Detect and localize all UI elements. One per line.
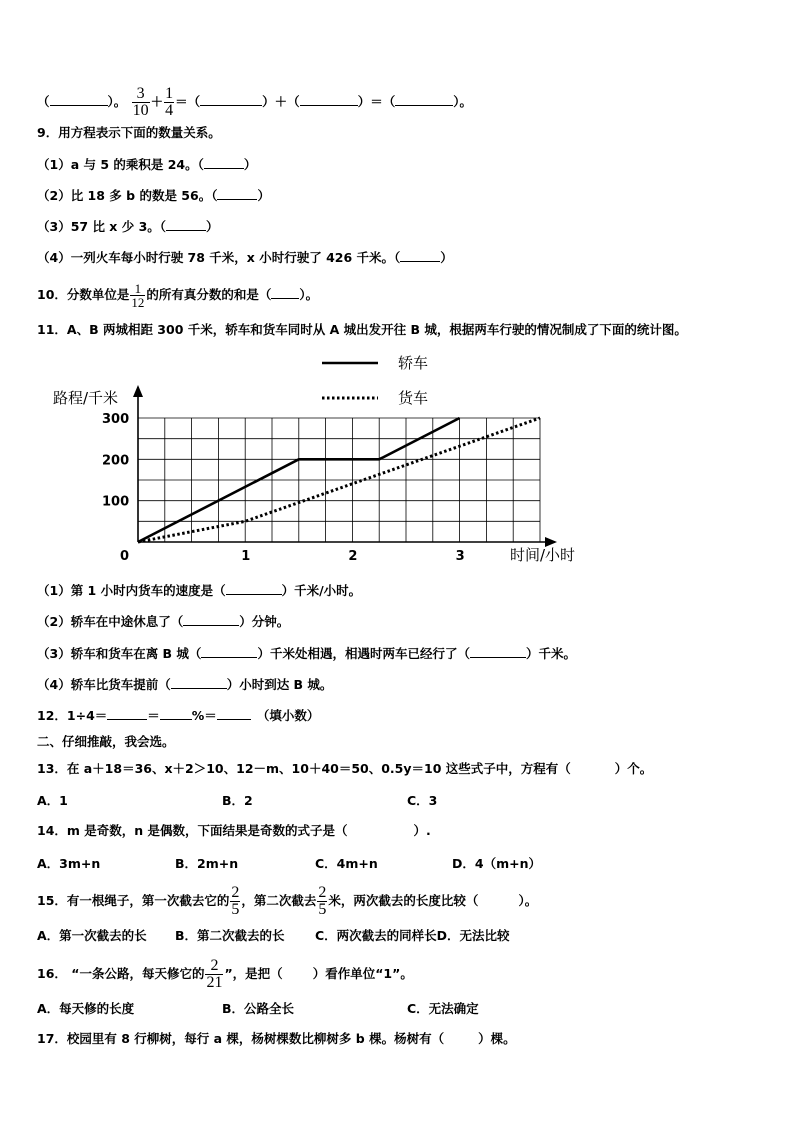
q11-item-2 (37, 613, 289, 631)
x-tick-label: 1 (241, 549, 251, 564)
q8-end: ）。 (453, 94, 472, 109)
x-tick-label: 0 (120, 549, 130, 564)
q11-item-post: ）分钟。 (239, 614, 290, 629)
q13-option-c[interactable]: C．3 (407, 793, 438, 808)
q15-post: 米，两次截去的长度比较（ (328, 893, 479, 908)
q8-tail (37, 86, 472, 119)
q10-post: 的所有真分数的和是（ (146, 287, 272, 302)
q17-end: ）棵。 (478, 1031, 516, 1046)
answer-blank[interactable] (226, 582, 282, 595)
q14-end: ）. (413, 823, 431, 838)
q9-item-4 (37, 249, 453, 267)
q14-option-c[interactable]: C．4m+n (315, 856, 378, 871)
q11-item-1 (37, 582, 361, 600)
q9-item-3 (37, 218, 219, 236)
q8-mid2: ）＝（ (357, 94, 396, 109)
chart-axes (133, 385, 557, 547)
q13-title: 13．在 a＋18＝36、x＋2＞10、12－m、10＋40＝50、0.5y＝10 这些式子中，方程有（ (37, 761, 571, 776)
chart-legend (322, 354, 428, 407)
q13 (37, 760, 652, 778)
q13-end: ）个。 (614, 761, 653, 776)
answer-blank[interactable] (395, 93, 453, 106)
q9-title: 9．用方程表示下面的数量关系。 (37, 125, 221, 140)
q11-title: 11．A、B 两城相距 300 千米，轿车和货车同时从 A 城出发开往 B 城，根据两车行驶的情况制成了下面的统计图。 (37, 322, 687, 337)
q15 (37, 885, 537, 918)
q16-pre: 16． “一条公路，每天修它的 (37, 966, 205, 981)
legend-label-货车: 货车 (398, 389, 429, 407)
q11-item-mid: ）千米处相遇，相遇时两车已经行了（ (257, 646, 470, 661)
chart-grid (138, 418, 540, 542)
answer-blank[interactable] (200, 93, 262, 106)
q16 (37, 958, 413, 991)
answer-blank[interactable] (470, 645, 526, 658)
x-tick-label: 2 (348, 549, 358, 564)
q8-open: （ (37, 94, 50, 109)
section-heading: 二、仔细推敲，我会选。 (37, 734, 175, 749)
q9-close: ） (440, 250, 453, 265)
q14-option-d[interactable]: D．4（m+n） (452, 856, 541, 871)
q8-mid: ）＋（ (262, 94, 300, 109)
q10-pre: 10．分数单位是 (37, 287, 130, 302)
q9-item-text: （2）比 18 多 b 的数是 56。（ (37, 188, 218, 203)
q15-mid: ，第二次截去 (241, 893, 317, 908)
fraction-3-10: $\frac{3}{10}$ (132, 85, 149, 119)
q14-option-b[interactable]: B．2m+n (175, 856, 239, 871)
q12 (37, 707, 319, 725)
q14 (37, 822, 431, 840)
answer-blank[interactable] (183, 613, 239, 626)
q9-item-text: （1）a 与 5 的乘积是 24。（ (37, 157, 204, 172)
answer-blank[interactable] (160, 707, 192, 720)
q11-item-pre: （2）轿车在中途休息了（ (37, 614, 184, 629)
q14-option-a[interactable]: A．3m+n (37, 856, 101, 871)
q13-option-a[interactable]: A．1 (37, 793, 68, 808)
fraction-1-12: $\frac{1}{12}$ (131, 281, 145, 310)
y-tick-label: 300 (102, 412, 130, 427)
q12-text: 12．1÷4＝ (37, 708, 108, 723)
q9-close: ） (243, 157, 257, 172)
q9-close: ） (206, 219, 219, 234)
fraction-1-4: $\frac{1}{4}$ (165, 85, 174, 119)
plus-sign: ＋ (150, 94, 164, 109)
q17 (37, 1030, 516, 1048)
q15-end: ）。 (518, 893, 538, 908)
q11-item-3 (37, 645, 576, 663)
x-tick-label: 3 (455, 549, 465, 564)
q9-item-2 (37, 187, 270, 205)
q15-pre: 15．有一根绳子，第一次截去它的 (37, 893, 230, 908)
distance-time-chart (0, 345, 794, 575)
q8-eq: ＝（ (175, 94, 201, 109)
q12-note: （填小数） (256, 708, 320, 723)
fraction-2-5: $\frac{2}{5}$ (318, 884, 327, 918)
y-axis-arrow (133, 385, 143, 397)
q15-option-b[interactable]: B．第二次截去的长 (175, 928, 285, 943)
answer-blank[interactable] (166, 218, 206, 231)
y-tick-label: 200 (102, 453, 130, 469)
q12-pct: %＝ (191, 708, 217, 723)
q16-post: ”，是把（ (224, 966, 283, 981)
q12-eq: ＝ (147, 708, 160, 723)
q11-item-4 (37, 676, 332, 694)
fraction-2-21: $\frac{2}{21}$ (206, 957, 223, 991)
q14-title: 14．m 是奇数，n 是偶数，下面结果是奇数的式子是（ (37, 823, 348, 838)
q9-item-1 (37, 156, 256, 174)
fraction-2-5: $\frac{2}{5}$ (231, 884, 240, 918)
answer-blank[interactable] (271, 286, 299, 299)
q15-option-a[interactable]: A．第一次截去的长 (37, 928, 147, 943)
q11-item-post: ）千米。 (525, 646, 576, 661)
q10 (37, 282, 318, 309)
answer-blank[interactable] (217, 187, 257, 200)
answer-blank[interactable] (171, 676, 227, 689)
q8-close: ）。 (107, 94, 127, 109)
answer-blank[interactable] (107, 707, 147, 720)
q11-item-post: ）千米/小时。 (281, 583, 362, 598)
legend-label-轿车: 轿车 (398, 354, 429, 372)
answer-blank[interactable] (201, 645, 257, 658)
q11-item-pre: （4）轿车比货车提前（ (37, 677, 171, 692)
q9-close: ） (257, 188, 270, 203)
y-axis-label: 路程/千米 (53, 389, 119, 407)
q16-option-c[interactable]: C．无法确定 (407, 1001, 479, 1016)
q11-item-pre: （1）第 1 小时内货车的速度是（ (37, 583, 226, 598)
q16-end: ）看作单位“1”。 (312, 966, 413, 981)
answer-blank[interactable] (50, 93, 108, 106)
answer-blank[interactable] (400, 249, 440, 262)
q16-option-b[interactable]: B．公路全长 (222, 1001, 295, 1016)
answer-blank[interactable] (217, 707, 251, 720)
answer-blank[interactable] (300, 93, 358, 106)
q17-text: 17．校园里有 8 行柳树，每行 a 棵，杨树棵数比柳树多 b 棵。杨树有（ (37, 1031, 445, 1046)
q9-item-text: （4）一列火车每小时行驶 78 千米，x 小时行驶了 426 千米。（ (37, 250, 401, 265)
q10-end: ）。 (299, 287, 319, 302)
x-axis-label: 时间/小时 (510, 546, 576, 564)
q16-option-a[interactable]: A．每天修的长度 (37, 1001, 135, 1016)
y-tick-label: 100 (102, 494, 130, 510)
q11-item-post: ）小时到达 B 城。 (226, 677, 333, 692)
q15-option-c[interactable]: C．两次截去的同样长D．无法比较 (315, 928, 510, 943)
q11-item-pre: （3）轿车和货车在离 B 城（ (37, 646, 202, 661)
q9-item-text: （3）57 比 x 少 3。（ (37, 219, 167, 234)
answer-blank[interactable] (204, 156, 244, 169)
q13-option-b[interactable]: B．2 (222, 793, 253, 808)
